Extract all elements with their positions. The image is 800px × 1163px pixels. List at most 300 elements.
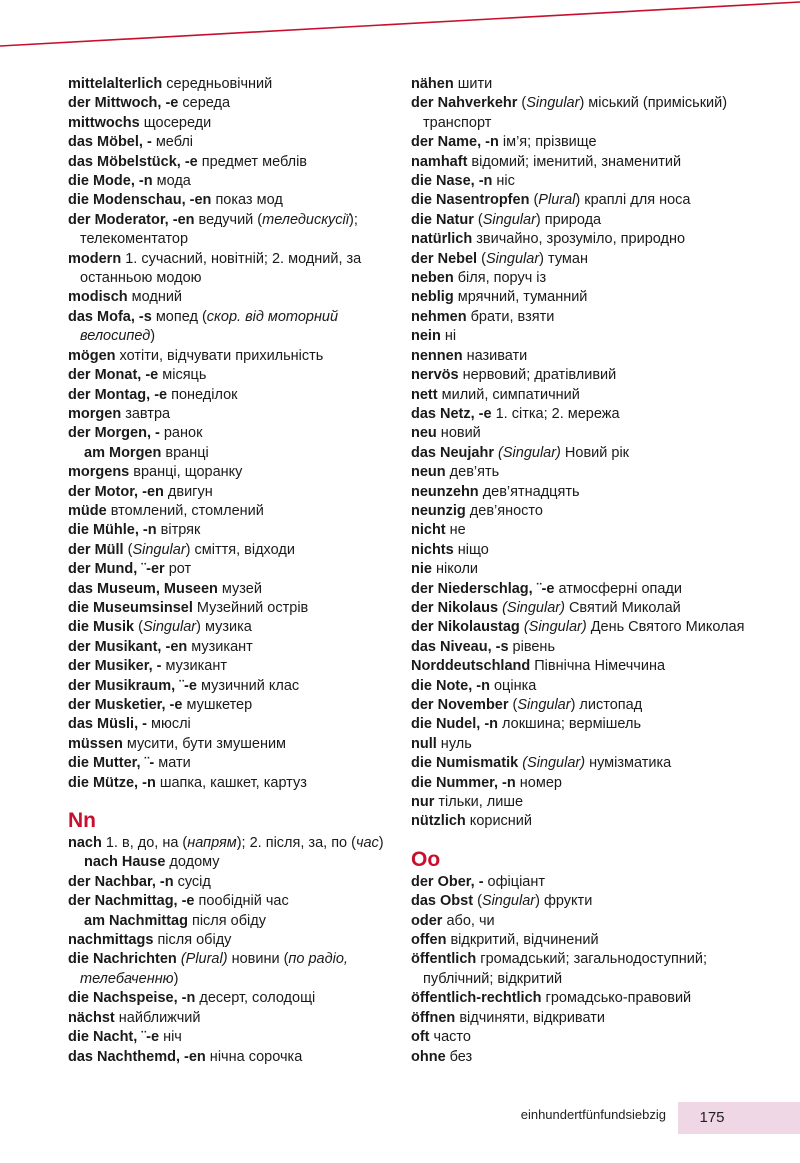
dictionary-entry	[411, 580, 746, 599]
translation: середа	[178, 95, 231, 112]
translation: біля, поруч із	[453, 270, 547, 287]
dictionary-entry	[411, 424, 746, 443]
dictionary-entry	[411, 366, 746, 385]
translation: після обіду	[153, 932, 232, 949]
grammar-note: Singular	[485, 250, 540, 267]
dictionary-entry	[68, 483, 393, 502]
dictionary-entry	[68, 75, 393, 94]
translation: відкритий, відчинений	[446, 932, 599, 949]
headword: der Nikolaus	[411, 599, 499, 616]
headword: offen	[411, 932, 447, 949]
dictionary-entry	[411, 793, 746, 812]
headword: natürlich	[411, 231, 473, 248]
dictionary-entry	[411, 873, 746, 892]
translation: мати	[154, 755, 191, 772]
headword: neunzehn	[411, 483, 479, 500]
dictionary-entry	[68, 618, 393, 637]
dictionary-entry	[411, 638, 746, 657]
headword: das Nachthemd, -en	[68, 1048, 206, 1065]
headword: die Museumsinsel	[68, 599, 193, 616]
headword: öffnen	[411, 1009, 456, 1026]
translation: (	[473, 893, 482, 910]
headword: der Musiker, -	[68, 658, 162, 675]
dictionary-entry	[68, 657, 393, 676]
translation: корисний	[465, 813, 533, 830]
translation: 1. в, до, на (	[101, 835, 188, 852]
translation: двигун	[163, 483, 213, 500]
headword: der Musikant, -en	[68, 638, 188, 655]
headword: namhaft	[411, 153, 468, 170]
headword: die Nasentropfen	[411, 192, 530, 209]
headword: der Musikraum, ¨-e	[68, 677, 197, 694]
dictionary-entry	[68, 405, 393, 424]
dictionary-entry	[411, 950, 746, 989]
translation: )	[150, 328, 156, 345]
headword: die Modenschau, -en	[68, 192, 212, 209]
translation: шити	[453, 76, 493, 92]
translation: ) природа	[535, 211, 602, 228]
grammar-note: по радіо, телебаченню	[80, 951, 348, 987]
headword: der November	[411, 697, 509, 713]
dictionary-entry	[68, 1048, 393, 1067]
translation: ) листопад	[570, 697, 643, 713]
dictionary-entry	[68, 1009, 393, 1028]
dictionary-entry	[68, 153, 393, 172]
headword: das Obst	[411, 893, 474, 910]
dictionary-entry	[411, 696, 746, 715]
translation: )	[173, 970, 179, 987]
translation: атмосферні опади	[554, 580, 682, 597]
dictionary-entry	[68, 502, 393, 521]
dictionary-entry	[68, 931, 393, 950]
section-letter-heading: Nn	[68, 809, 96, 833]
headword: oder	[411, 912, 443, 929]
dictionary-entry	[411, 347, 746, 366]
page-number-word: einhundertfünfundsiebzig	[520, 1107, 666, 1122]
dictionary-entry	[68, 754, 393, 773]
dictionary-entry	[68, 735, 393, 754]
translation: (	[123, 541, 133, 558]
dictionary-entry	[68, 211, 393, 250]
headword: der Musketier, -e	[68, 697, 183, 713]
headword: öffentlich-rechtlich	[411, 990, 542, 1007]
headword: nähen	[411, 76, 454, 92]
headword: der Nebel	[411, 250, 478, 267]
headword: das Niveau, -s	[411, 638, 509, 655]
translation: звичайно, зрозуміло, природно	[472, 231, 686, 248]
translation: брати, взяти	[466, 308, 555, 325]
headword: mittwochs	[68, 114, 140, 131]
dictionary-entry	[68, 599, 393, 618]
dictionary-entry	[411, 191, 746, 210]
dictionary-entry	[68, 366, 393, 385]
translation: оцінка	[489, 677, 537, 694]
headword: die Nacht, ¨-e	[68, 1029, 160, 1046]
dictionary-entry	[68, 834, 393, 853]
headword: nein	[411, 328, 441, 345]
dictionary-entry	[411, 1028, 746, 1047]
dictionary-entry	[68, 386, 393, 405]
dictionary-entry	[411, 1009, 746, 1028]
translation: (	[473, 211, 483, 228]
dictionary-entry	[68, 873, 393, 892]
translation: (	[134, 619, 143, 636]
grammar-note: (Singular)	[523, 619, 587, 636]
headword: der Müll	[68, 541, 124, 558]
translation: дев’ятнадцять	[478, 483, 580, 500]
headword: der Ober, -	[411, 873, 484, 890]
headword: nehmen	[411, 308, 467, 325]
dictionary-entry	[68, 638, 393, 657]
headword: nächst	[68, 1009, 115, 1026]
dictionary-entry	[411, 599, 746, 618]
translation: мода	[152, 173, 191, 190]
dictionary-entry	[411, 812, 746, 831]
translation: втомлений, стомлений	[106, 502, 264, 519]
headword: das Neujahr	[411, 444, 494, 461]
translation: 1. сітка; 2. мережа	[491, 405, 620, 422]
headword: die Nummer, -n	[411, 774, 516, 791]
translation: (	[517, 95, 527, 112]
headword: die Mutter, ¨-	[68, 755, 155, 772]
section-letter-heading: Oo	[411, 847, 441, 871]
headword: nachmittags	[68, 932, 154, 949]
translation: ранок	[159, 425, 203, 442]
translation: вітряк	[156, 522, 201, 539]
translation: (	[508, 697, 518, 713]
dictionary-entry	[411, 133, 746, 152]
translation: мусити, бути змушеним	[122, 735, 287, 752]
headword: das Möbelstück, -e	[68, 153, 198, 170]
translation: ); 2. після, за, по (	[236, 835, 356, 852]
translation: музей	[217, 580, 262, 597]
headword: nur	[411, 794, 435, 811]
translation: без	[445, 1048, 473, 1065]
translation: мопед (	[151, 308, 207, 325]
translation: ); телекоментатор	[80, 211, 358, 248]
translation: понеділок	[167, 386, 238, 403]
dictionary-entry	[411, 754, 746, 773]
dictionary-subentry	[68, 444, 393, 463]
headword: die Nase, -n	[411, 173, 493, 190]
translation: ніколи	[431, 561, 479, 578]
translation: відчиняти, відкривати	[455, 1009, 605, 1026]
dictionary-entry	[411, 521, 746, 540]
dictionary-entry	[411, 618, 746, 637]
headword: am Nachmittag	[84, 912, 188, 929]
headword: der Niederschlag, ¨-e	[411, 580, 555, 597]
dictionary-entry	[411, 931, 746, 950]
dictionary-entry	[68, 308, 393, 347]
dictionary-entry	[68, 1028, 393, 1047]
translation: музичний клас	[196, 677, 300, 694]
header-rule	[0, 0, 800, 50]
dictionary-entry	[411, 715, 746, 734]
translation: тільки, лише	[434, 794, 524, 811]
dictionary-entry	[68, 347, 393, 366]
translation: новий	[436, 425, 481, 442]
dictionary-entry	[411, 444, 746, 463]
headword: die Musik	[68, 619, 135, 636]
translation: відомий; іменитий, знаменитий	[467, 153, 682, 170]
translation: номер	[515, 774, 562, 791]
translation: часто	[429, 1029, 471, 1046]
grammar-note: Singular	[526, 95, 580, 112]
headword: der Mund, ¨-er	[68, 561, 165, 578]
dictionary-entry	[411, 735, 746, 754]
translation: новини (	[227, 951, 289, 968]
dictionary-entry	[411, 657, 746, 676]
dictionary-entry	[411, 153, 746, 172]
dictionary-entry	[411, 483, 746, 502]
translation: модний	[127, 289, 183, 306]
translation: дев’яносто	[465, 502, 543, 519]
dictionary-entry	[411, 172, 746, 191]
translation: середньовічний	[162, 76, 273, 92]
headword: die Nachspeise, -n	[68, 990, 196, 1007]
dictionary-entry	[411, 327, 746, 346]
translation: локшина; вермішель	[498, 716, 642, 733]
translation: вранці	[161, 444, 209, 461]
headword: am Morgen	[84, 444, 162, 461]
dictionary-subentry	[68, 912, 393, 931]
headword: nennen	[411, 347, 463, 364]
translation: нічна сорочка	[205, 1048, 303, 1065]
translation: ніщо	[453, 541, 489, 558]
dictionary-entry	[411, 560, 746, 579]
headword: die Nudel, -n	[411, 716, 498, 733]
translation: громадський; загальнодоступний; публічний; відкритий	[423, 951, 708, 987]
translation: ніч	[159, 1029, 182, 1046]
headword: neblig	[411, 289, 454, 306]
translation: (	[477, 250, 486, 267]
right-column	[411, 75, 746, 1067]
headword: modern	[68, 250, 122, 267]
dictionary-entry	[411, 75, 746, 94]
dictionary-entry	[411, 288, 746, 307]
headword: neunzig	[411, 502, 466, 519]
translation: мюслі	[146, 716, 191, 733]
translation: (	[529, 192, 539, 209]
translation: громадсько-правовий	[541, 990, 692, 1007]
headword: nichts	[411, 541, 454, 558]
translation: ) міський (приміський) транспорт	[423, 95, 728, 131]
headword: nett	[411, 386, 438, 403]
dictionary-entry	[411, 774, 746, 793]
translation: або, чи	[442, 912, 495, 929]
translation: нуль	[436, 735, 472, 752]
dictionary-entry	[68, 774, 393, 793]
translation: ) музика	[196, 619, 252, 636]
dictionary-entry	[68, 463, 393, 482]
grammar-note: Singular	[142, 619, 197, 636]
headword: oft	[411, 1029, 430, 1046]
dictionary-entry	[68, 288, 393, 307]
headword: neu	[411, 425, 437, 442]
headword: die Mode, -n	[68, 173, 153, 190]
headword: müssen	[68, 735, 123, 752]
translation: Північна Німеччина	[530, 658, 666, 675]
headword: der Nachmittag, -e	[68, 893, 195, 910]
headword: müde	[68, 502, 107, 519]
translation: нервовий; дратівливий	[458, 367, 617, 384]
headword: das Möbel, -	[68, 134, 152, 151]
headword: die Numismatik	[411, 755, 519, 772]
dictionary-entry	[411, 269, 746, 288]
translation: рівень	[508, 638, 555, 655]
dictionary-entry	[68, 541, 393, 560]
translation: завтра	[121, 405, 171, 422]
grammar-note: напрям	[187, 835, 237, 852]
translation: ) туман	[539, 250, 588, 267]
grammar-note: (Singular)	[502, 599, 565, 616]
headword: der Mittwoch, -e	[68, 95, 179, 112]
translation: шапка, кашкет, картуз	[155, 774, 307, 791]
page-number-box	[678, 1102, 800, 1134]
headword: neun	[411, 464, 446, 481]
dictionary-entry	[411, 308, 746, 327]
dictionary-entry	[411, 892, 746, 911]
headword: modisch	[68, 289, 128, 306]
headword: die Nachrichten	[68, 951, 177, 968]
translation: нумізматика	[585, 755, 672, 772]
dictionary-entry	[68, 560, 393, 579]
dictionary-entry	[411, 677, 746, 696]
dictionary-subentry	[68, 853, 393, 872]
headword: die Natur	[411, 211, 474, 228]
translation: ніс	[492, 173, 515, 190]
translation: ведучий (	[194, 211, 263, 228]
translation: називати	[462, 347, 528, 364]
grammar-note: Singular	[481, 893, 536, 910]
translation: пообідній час	[194, 893, 289, 910]
translation: ) сміття, відходи	[185, 541, 295, 558]
dictionary-entry	[68, 424, 393, 443]
headword: der Morgen, -	[68, 425, 160, 442]
headword: der Montag, -e	[68, 386, 168, 403]
grammar-note: скор. від моторний велосипед	[80, 308, 339, 345]
dictionary-entry	[411, 912, 746, 931]
dictionary-entry	[68, 191, 393, 210]
grammar-note: Singular	[517, 697, 571, 713]
translation: не	[445, 522, 466, 539]
grammar-note: Plural	[538, 192, 576, 209]
headword: das Mofa, -s	[68, 308, 152, 325]
headword: der Nachbar, -n	[68, 873, 174, 890]
translation: після обіду	[187, 912, 266, 929]
dictionary-entry	[68, 677, 393, 696]
grammar-note: час	[355, 835, 379, 852]
grammar-note: теледискусії	[262, 211, 349, 228]
translation: ) краплі для носа	[575, 192, 691, 209]
headword: null	[411, 735, 437, 752]
dictionary-entry	[68, 892, 393, 911]
translation: офіціант	[483, 873, 546, 890]
dictionary-entry	[68, 172, 393, 191]
dictionary-entry	[68, 250, 393, 289]
dictionary-entry	[411, 1048, 746, 1067]
headword: der Monat, -e	[68, 367, 159, 384]
translation: ні	[440, 328, 457, 345]
headword: die Mütze, -n	[68, 774, 156, 791]
headword: der Name, -n	[411, 134, 499, 151]
translation: сусід	[173, 873, 211, 890]
headword: die Note, -n	[411, 677, 490, 694]
translation: щосереди	[139, 114, 212, 131]
translation: десерт, солодощі	[195, 990, 316, 1007]
grammar-note: Singular	[132, 541, 186, 558]
translation: Святий Миколай	[564, 599, 681, 616]
translation: ім’я; прізвище	[498, 134, 597, 151]
translation: )	[378, 835, 384, 852]
headword: nervös	[411, 367, 459, 384]
headword: das Museum, Museen	[68, 580, 218, 597]
headword: morgens	[68, 464, 130, 481]
translation: показ мод	[211, 192, 283, 209]
headword: mittelalterlich	[68, 76, 163, 92]
translation: найближчий	[114, 1009, 201, 1026]
dictionary-entry	[411, 211, 746, 230]
translation: ) фрукти	[535, 893, 593, 910]
translation: меблі	[151, 134, 194, 151]
dictionary-entry	[411, 230, 746, 249]
translation: мрячний, туманний	[453, 289, 588, 306]
headword: das Müsli, -	[68, 716, 147, 733]
dictionary-entry	[68, 950, 393, 989]
dictionary-entry	[68, 521, 393, 540]
headword: nicht	[411, 522, 446, 539]
headword: Norddeutschland	[411, 658, 531, 675]
translation: День Святого Миколая	[586, 619, 745, 636]
dictionary-entry	[68, 580, 393, 599]
grammar-note: (Singular)	[498, 444, 561, 461]
dictionary-entry	[68, 715, 393, 734]
translation: музикант	[187, 638, 253, 655]
translation: мушкетер	[182, 697, 253, 713]
translation: Новий рік	[560, 444, 630, 461]
dictionary-entry	[411, 405, 746, 424]
headword: neben	[411, 270, 454, 287]
headword: die Mühle, -n	[68, 522, 157, 539]
dictionary-entry	[411, 541, 746, 560]
translation: додому	[165, 854, 220, 871]
grammar-note: (Singular)	[522, 755, 586, 772]
headword: der Nahverkehr	[411, 95, 518, 112]
translation: музикант	[161, 658, 228, 675]
translation: 1. сучасний, новітній; 2. модний, за останньою модою	[80, 250, 362, 287]
dictionary-entry	[68, 696, 393, 715]
headword: nach Hause	[84, 854, 166, 871]
page-number: 175	[699, 1109, 725, 1126]
left-column	[68, 75, 393, 1067]
headword: der Moderator, -en	[68, 211, 195, 228]
translation: рот	[164, 561, 192, 578]
headword: nie	[411, 561, 432, 578]
dictionary-entry	[411, 463, 746, 482]
dictionary-entry	[411, 94, 746, 133]
translation: Музейний острів	[192, 599, 309, 616]
translation: хотіти, відчувати прихильність	[115, 347, 324, 364]
dictionary-entry	[411, 989, 746, 1008]
headword: ohne	[411, 1048, 446, 1065]
grammar-note: Singular	[482, 211, 536, 228]
dictionary-entry	[68, 133, 393, 152]
translation: місяць	[158, 367, 207, 384]
dictionary-entry	[411, 250, 746, 269]
dictionary-entry	[411, 386, 746, 405]
dictionary-entry	[68, 989, 393, 1008]
translation: вранці, щоранку	[129, 464, 243, 481]
